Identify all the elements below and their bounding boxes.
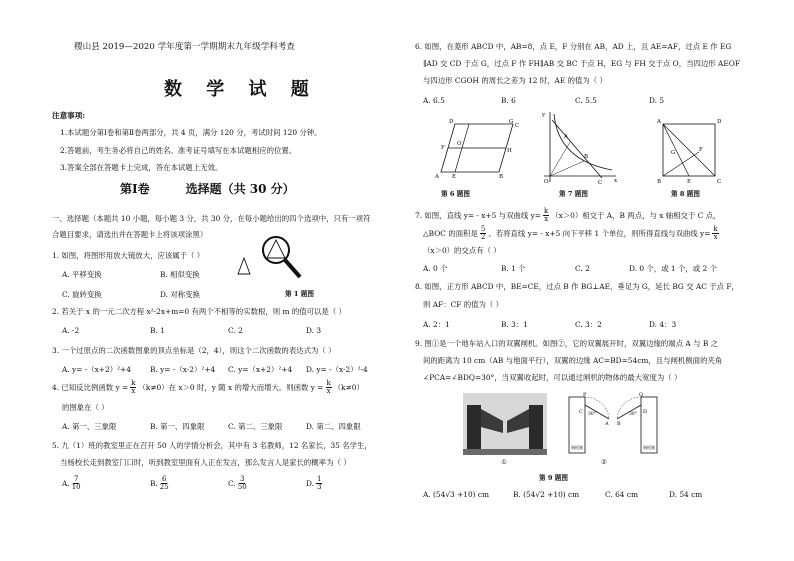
q8-option-b[interactable]: B. 3：1 bbox=[501, 320, 528, 329]
fraction-numerator: k bbox=[543, 207, 549, 215]
option-label: A. bbox=[62, 478, 70, 488]
q9-option-a[interactable]: A. (54√3 +10) cm bbox=[423, 490, 490, 499]
fig-label: A bbox=[564, 134, 568, 140]
option-fraction bbox=[72, 476, 81, 492]
fraction-denominator: 10 bbox=[71, 483, 81, 492]
q9-stem: ∠PCA=∠BDQ=30°，当双翼收起时，可以通过闸机的物体的最大宽度为（ ） bbox=[423, 373, 682, 382]
q5-option-c[interactable] bbox=[228, 476, 249, 492]
q6-stem: 6. 如图，在菱形 ABCD 中，AB=8，点 E，F 分别在 AB，AD 上，且 AE=AF，过点 E 作 EG bbox=[415, 42, 732, 51]
q9-stem: 9. 图①是一个地车站入口的双翼闸机。如图②，它的双翼展开时，双翼边缘的端点 A 与 B 之 bbox=[415, 339, 719, 348]
q7-fraction bbox=[543, 208, 549, 224]
q4-option-b[interactable]: B. 第一、四象限 bbox=[150, 422, 205, 431]
q3-option-b[interactable]: B. y= -（x-2）²+4 bbox=[150, 365, 216, 374]
q6-option-c[interactable]: C. 5.5 bbox=[575, 96, 597, 105]
section-heading bbox=[120, 182, 331, 198]
fraction-denominator: 50 bbox=[237, 483, 247, 492]
option-label: C. bbox=[228, 478, 236, 488]
q9-sub1: ① bbox=[501, 458, 507, 466]
fig-label: B bbox=[617, 421, 621, 427]
fig-label: B bbox=[499, 174, 504, 180]
option-fraction bbox=[160, 476, 169, 492]
q3-option-d[interactable]: D. y= -（x-2）²-4 bbox=[306, 365, 368, 374]
q6-option-d[interactable]: D. 5 bbox=[649, 96, 665, 105]
fraction-numerator: k bbox=[713, 225, 718, 233]
fraction-numerator: k bbox=[131, 379, 136, 387]
q4-option-a[interactable]: A. 第一、三象限 bbox=[62, 422, 117, 431]
notice-item: 2.答题前，考生务必将自己的姓名、准考证号填写在本试题相应的位置。 bbox=[60, 146, 297, 155]
q8-stem: 8. 如图，正方形 ABCD 中，BE=CE，过点 B 作 BG⊥AE，垂足为 G，延长 BG 交 AC 于点 F， bbox=[415, 282, 739, 291]
fraction-numerator: 1 bbox=[317, 475, 322, 483]
fig-label: F bbox=[699, 147, 703, 153]
fig-label: 30° bbox=[588, 412, 596, 417]
q6-option-a[interactable]: A. 6.5 bbox=[423, 96, 445, 105]
fig-label: D bbox=[643, 409, 648, 415]
q5-option-a[interactable] bbox=[62, 476, 83, 492]
q7-stem-part: （x＞0）相交于 A，B 两点，与 x 轴相交于 C 点， bbox=[551, 210, 721, 220]
exam-header: 稷山县 2019—2020 学年度第一学期期末九年级学科考查 bbox=[74, 42, 296, 52]
q6-stem: 与四边形 CGOH 的周长之差为 12 时，AE 的值为（ ） bbox=[423, 76, 607, 85]
q7-option-d[interactable]: D. 0 个，或 1 个，或 2 个 bbox=[629, 264, 717, 273]
fig-label: x bbox=[614, 178, 618, 184]
fig-label: O bbox=[457, 141, 462, 147]
q9-stem: 间的距离为 10 cm（AB 与地面平行），双翼的边缘 AC=BD=54cm，且与闸机侧面的夹角 bbox=[423, 356, 723, 365]
q4-stem-part: （k≠0）在 x＞0 时，y 随 x 的增大而增大。则函数 y = bbox=[138, 382, 324, 392]
q2-option-c[interactable]: C. 2 bbox=[228, 326, 243, 335]
fig-label: 闸机箱 bbox=[643, 445, 655, 450]
q1-option-c[interactable]: C. 旋转变换 bbox=[62, 290, 102, 299]
q1-stem: 1. 如图，将图形用放大镜放大，应该属于（ ） bbox=[52, 251, 205, 260]
fig-label: C bbox=[598, 180, 603, 186]
q8-option-a[interactable]: A. 2：1 bbox=[423, 320, 450, 329]
q3-option-a[interactable]: A. y= -（x+2）²+4 bbox=[62, 365, 131, 374]
page-title: 数 学 试 题 bbox=[164, 79, 318, 100]
q8-stem: 则 AF：CF 的值为（ ） bbox=[423, 300, 504, 309]
q4-stem-line2: 的图象在（ ） bbox=[62, 403, 109, 412]
left-column bbox=[52, 0, 396, 561]
fig-label: C bbox=[579, 409, 583, 415]
q7-stem-part: △BOC 的面积是 bbox=[423, 228, 478, 238]
hyperbola-figure bbox=[540, 110, 620, 186]
fig-label: E bbox=[452, 174, 457, 180]
fraction-denominator: 3 bbox=[317, 483, 322, 492]
q4-fraction bbox=[326, 380, 332, 396]
fraction-numerator: k bbox=[326, 379, 331, 387]
q7-option-b[interactable]: B. 1 个 bbox=[501, 264, 526, 273]
fig-label: F bbox=[441, 145, 445, 151]
gate-diagram bbox=[563, 393, 663, 457]
q7-stem-line2 bbox=[423, 226, 721, 242]
q6-option-b[interactable]: B. 6 bbox=[501, 96, 516, 105]
section-name: 选择题（共 30 分） bbox=[185, 182, 295, 196]
fig-label: A bbox=[657, 119, 661, 125]
fig-label: C bbox=[515, 123, 520, 129]
q9-option-c[interactable]: C. 64 cm bbox=[605, 490, 638, 499]
fig-label: G bbox=[509, 119, 514, 125]
q3-option-c[interactable]: C. y=（x+2）²+4 bbox=[228, 365, 293, 374]
q5-option-d[interactable] bbox=[306, 476, 324, 492]
hyperbola-expression: y= bbox=[530, 210, 541, 220]
hyperbola-expression: y= bbox=[700, 228, 711, 238]
fig-label: A bbox=[605, 421, 609, 427]
notice-title: 注意事项: bbox=[52, 111, 86, 120]
instruction-line: 合题目要求，请选出并在答题卡上将该项涂黑） bbox=[52, 230, 208, 239]
q5-stem: 当杨校长走到教室门口时，听到教室里面有人正在发言，那么发言人是家长的概率为（ ） bbox=[60, 458, 351, 467]
q9-option-d[interactable]: D. 54 cm bbox=[669, 490, 703, 499]
fig-label: P bbox=[583, 392, 587, 398]
fraction-numerator: 3 bbox=[239, 475, 245, 483]
q4-stem-part: （k≠0） bbox=[333, 382, 364, 392]
q7-stem-line1 bbox=[415, 208, 720, 224]
fig6-caption: 第 6 题图 bbox=[441, 190, 470, 198]
q5-option-b[interactable] bbox=[150, 476, 171, 492]
q1-option-b[interactable]: B. 相似变换 bbox=[160, 270, 200, 279]
q2-option-d[interactable]: D. 3 bbox=[306, 326, 322, 335]
fraction-denominator: x bbox=[544, 215, 549, 224]
fig7-caption: 第 7 题图 bbox=[559, 190, 588, 198]
q7-fraction bbox=[480, 226, 486, 242]
q1-caption: 第 1 题图 bbox=[285, 290, 314, 298]
q7-stem-part: 。若将直线 y= - x+5 向下平移 1 个单位，则所得直线与双曲线 bbox=[488, 228, 698, 238]
fraction-denominator: x bbox=[713, 233, 718, 242]
rhombus-figure bbox=[433, 114, 523, 184]
option-fraction bbox=[316, 476, 322, 492]
notice-item: 3.答案全部在答题卡上完成，答在本试题上无效。 bbox=[60, 163, 223, 172]
q2-stem: 2. 若关于 x 的一元二次方程 x²-2x+m=0 有两个不相等的实数根，则 m 的值可以是（ ） bbox=[52, 307, 346, 316]
q7-stem-part: 7. 如图，直线 y= - x+5 与双曲线 bbox=[415, 210, 529, 220]
q9-caption: 第 9 题图 bbox=[539, 474, 568, 482]
q1-option-a[interactable]: A. 平移变换 bbox=[62, 270, 102, 279]
magnifier-figure bbox=[234, 230, 314, 290]
fig-label: 30° bbox=[629, 412, 637, 417]
notice-item: 1.本试题分第Ⅰ卷和第Ⅱ卷两部分，共 4 页，满分 120 分，考试时间 120 分钟。 bbox=[60, 128, 322, 137]
q7-option-c[interactable]: C. 2 bbox=[575, 264, 590, 273]
fig-label: Q bbox=[639, 392, 644, 398]
q5-stem: 5. 九（1）班的教室里正在召开 50 人的学情分析会，其中有 3 名教师，12 名家长，35 名学生， bbox=[52, 441, 372, 450]
q4-stem-part: 4. 已知反比例函数 y = bbox=[52, 382, 129, 392]
fraction-numerator: 6 bbox=[162, 475, 167, 483]
q3-stem: 3. 一个过原点的二次函数图象的顶点坐标是（2，4），则这个二次函数的表达式为（ ） bbox=[52, 346, 336, 355]
q7-fraction bbox=[712, 226, 718, 242]
q9-sub2: ② bbox=[601, 458, 607, 466]
fig-label: B bbox=[657, 179, 662, 185]
q8-option-c[interactable]: C. 3：2 bbox=[575, 320, 602, 329]
option-fraction bbox=[238, 476, 247, 492]
fig-label: H bbox=[507, 148, 512, 154]
fig8-caption: 第 8 题图 bbox=[671, 190, 700, 198]
q2-option-b[interactable]: B. 1 bbox=[150, 326, 165, 335]
fig-label: G bbox=[671, 150, 676, 156]
fig-label: D bbox=[449, 119, 454, 125]
q1-option-d[interactable]: D. 对称变换 bbox=[160, 290, 200, 299]
q9-option-b[interactable]: B. (54√2 +10) cm bbox=[513, 490, 580, 499]
fig-label: D bbox=[717, 119, 722, 125]
q7-stem-line3: （x＞0）的交点有（ ） bbox=[423, 246, 501, 255]
fig-label: y bbox=[542, 112, 546, 118]
q4-option-c[interactable]: C. 第二、三象限 bbox=[228, 422, 283, 431]
fraction-denominator: 2 bbox=[480, 233, 486, 242]
option-label: B. bbox=[150, 478, 158, 488]
fraction-denominator: x bbox=[131, 387, 136, 396]
square-figure bbox=[655, 116, 725, 186]
right-column bbox=[405, 0, 750, 561]
q2-option-a[interactable]: A. -2 bbox=[62, 326, 80, 335]
q4-fraction bbox=[130, 380, 136, 396]
fig-label: C bbox=[717, 179, 722, 185]
q6-stem: ∥AD 交 CD 于点 G，过点 F 作 FH∥AB 交 BC 于点 H，EG 与 FH 交于点 O，当四边形 AEOF bbox=[423, 59, 740, 68]
gate-photo bbox=[463, 393, 547, 455]
fig-label: B bbox=[584, 154, 589, 160]
fraction-denominator: x bbox=[326, 387, 331, 396]
fraction-denominator: 25 bbox=[159, 483, 169, 492]
fig-label: 闸机箱 bbox=[571, 445, 583, 450]
fig-label: O bbox=[544, 179, 549, 185]
q4-option-d[interactable]: D. 第二、四象限 bbox=[306, 422, 361, 431]
instruction-line: 一、选择题（本题共 10 小题，每小题 3 分，共 30 分，在每小题给出的四个选项中，只有一项符 bbox=[52, 214, 371, 223]
fig-label: A bbox=[435, 174, 439, 180]
fraction-numerator: 5 bbox=[480, 225, 486, 233]
q4-stem bbox=[52, 380, 364, 396]
fig-label: E bbox=[687, 179, 692, 185]
option-label: D. bbox=[306, 478, 315, 488]
fraction-numerator: 7 bbox=[73, 475, 79, 483]
section-volume: 第Ⅰ卷 bbox=[120, 182, 150, 196]
q8-option-d[interactable]: D. 4：3 bbox=[649, 320, 677, 329]
q7-option-a[interactable]: A. 0 个 bbox=[423, 264, 448, 273]
